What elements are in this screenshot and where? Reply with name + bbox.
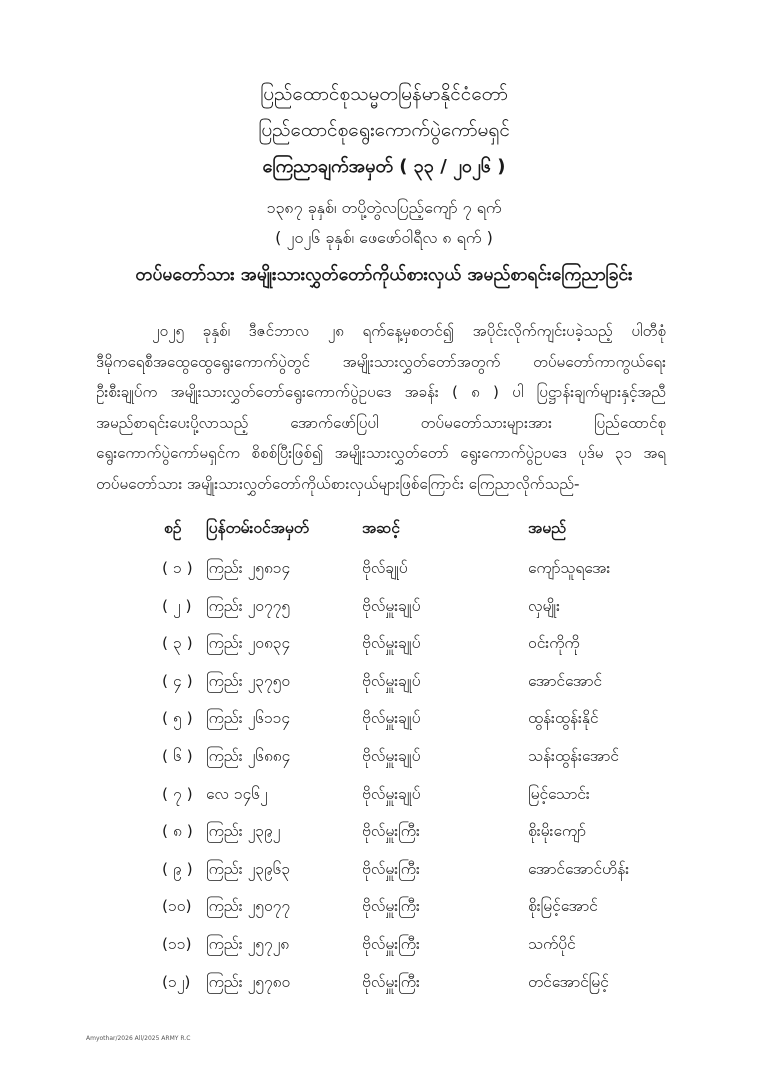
cell-no: ( ၇ ) bbox=[162, 784, 193, 803]
paragraph-line: ရွေးကောက်ပွဲကော်မရှင်က စိစစ်ပြီးဖြစ်၍ အမျိုးသားလွှတ်တော် ရွေးကောက်ပွဲဥပဒေ ပုဒ်မ ၃၁ အရ bbox=[96, 444, 666, 462]
cell-id: ကြည်း ၂၅၈၁၄ bbox=[206, 559, 291, 577]
cell-rank: ဗိုလ်မှူးချုပ် bbox=[362, 747, 421, 765]
commission-title: ပြည်ထောင်စုရွေးကောက်ပွဲကော်မရှင် bbox=[258, 119, 510, 141]
cell-no: (၁၀) bbox=[162, 897, 192, 916]
cell-no: ( ၄ ) bbox=[162, 671, 193, 690]
cell-name: အောင်အောင်ဟိန်း bbox=[528, 859, 630, 878]
cell-name: အောင်အောင် bbox=[528, 671, 603, 690]
cell-rank: ဗိုလ်မှူးချုပ် bbox=[362, 634, 421, 653]
paragraph-line: ဦးစီးချုပ်က အမျိုးသားလွှတ်တော်ရွေးကောက်ပွဲဥပဒေ အခန်း ( ၈ ) ပါ ပြဋ္ဌာန်းချက်များနှင့်အညီ bbox=[96, 383, 666, 401]
cell-rank: ဗိုလ်မှူးချုပ် bbox=[362, 784, 421, 803]
country-title: ပြည်ထောင်စုသမ္မတမြန်မာနိုင်ငံတော် bbox=[260, 83, 508, 105]
table-row bbox=[0, 558, 768, 594]
cell-no: ( ၈ ) bbox=[162, 822, 193, 841]
table-row bbox=[0, 746, 768, 782]
table-header-row bbox=[0, 518, 768, 554]
table-row bbox=[0, 896, 768, 932]
cell-id: လေ ၁၄၆၂ bbox=[206, 784, 268, 803]
paragraph-line: အမည်စာရင်းပေးပို့လာသည့် အောက်ဖော်ပြပါ တပ်မတော်သားများအား ပြည်ထောင်စု bbox=[96, 413, 666, 432]
table-row bbox=[0, 934, 768, 970]
myanmar-date: ၁၃၈၇ ခုနှစ်၊ တပို့တွဲလပြည့်ကျော် ၇ ရက် bbox=[266, 198, 502, 217]
cell-id: ကြည်း ၂၃၉၆၃ bbox=[206, 859, 291, 878]
cell-name: တင်အောင်မြင့် bbox=[528, 972, 609, 991]
announcement-number: ကြေညာချက်အမှတ် ( ၃၃ / ၂၀၂၆ ) bbox=[262, 156, 506, 177]
cell-name: စိုးမြင့်အောင် bbox=[528, 897, 598, 916]
footnote: Amyothar/2026 All/2025 ARMY R.C bbox=[86, 1035, 191, 1042]
table-row bbox=[0, 708, 768, 744]
cell-rank: ဗိုလ်ချုပ် bbox=[362, 559, 408, 577]
cell-rank: ဗိုလ်မှူးကြီး bbox=[362, 935, 420, 953]
cell-no: ( ၉ ) bbox=[162, 859, 193, 878]
header-id: ပြန်တမ်းဝင်အမှတ် bbox=[206, 519, 309, 537]
cell-no: ( ၂ ) bbox=[162, 596, 192, 615]
cell-rank: ဗိုလ်မှူးကြီး bbox=[362, 897, 420, 916]
cell-name: ထွန်းထွန်းနိုင် bbox=[528, 709, 599, 728]
cell-name: ဝင်းကိုကို bbox=[528, 634, 580, 653]
cell-no: ( ၆ ) bbox=[162, 747, 193, 765]
cell-id: ကြည်း ၂၅၇၂၈ bbox=[206, 935, 290, 953]
cell-rank: ဗိုလ်မှူးကြီး bbox=[362, 972, 420, 991]
header-rank: အဆင့် bbox=[362, 519, 400, 537]
paragraph-line: ဒီမိုကရေစီအထွေထွေရွေးကောက်ပွဲတွင် အမျိုးသားလွှတ်တော်အတွက် တပ်မတော်ကာကွယ်ရေး bbox=[96, 352, 666, 371]
cell-id: ကြည်း ၂၀၇၇၅ bbox=[206, 596, 291, 615]
subject-heading: တပ်မတော်သား အမျိုးသားလွှတ်တော်ကိုယ်စားလှယ် အမည်စာရင်းကြေညာခြင်း bbox=[135, 265, 633, 285]
cell-id: ကြည်း ၂၅၇၈၀ bbox=[206, 972, 291, 991]
cell-rank: ဗိုလ်မှူးချုပ် bbox=[362, 596, 421, 615]
table-row bbox=[0, 821, 768, 857]
cell-id: ကြည်း ၂၆၈၈၄ bbox=[206, 747, 291, 765]
cell-name: သန်းထွန်းအောင် bbox=[528, 747, 619, 765]
table-row bbox=[0, 859, 768, 895]
cell-name: ကျော်သူရအေး bbox=[528, 559, 611, 577]
cell-name: မြင့်သောင်း bbox=[528, 784, 590, 803]
table-row bbox=[0, 972, 768, 1008]
body-paragraph bbox=[96, 316, 666, 499]
cell-name: လှမျိုး bbox=[528, 596, 560, 615]
table-row bbox=[0, 633, 768, 669]
table-row bbox=[0, 596, 768, 632]
paragraph-line: တပ်မတော်သား အမျိုးသားလွှတ်တော်ကိုယ်စားလှယ်များဖြစ်ကြောင်း ကြေညာလိုက်သည်- bbox=[96, 474, 580, 493]
header-no: စဉ် bbox=[164, 519, 182, 537]
cell-id: ကြည်း ၂၃၇၅၀ bbox=[206, 671, 291, 690]
gregorian-date: ( ၂၀၂၆ ခုနှစ်၊ ဖေဖော်ဝါရီလ ၈ ရက် ) bbox=[275, 228, 493, 247]
cell-no: ( ၃ ) bbox=[162, 634, 193, 653]
header-name: အမည် bbox=[528, 519, 567, 537]
cell-id: ကြည်း ၂၅၀၇၇ bbox=[206, 897, 291, 916]
cell-rank: ဗိုလ်မှူးချုပ် bbox=[362, 671, 421, 690]
cell-no: ( ၅ ) bbox=[162, 709, 193, 728]
cell-rank: ဗိုလ်မှူးချုပ် bbox=[362, 709, 421, 728]
cell-rank: ဗိုလ်မှူးကြီး bbox=[362, 859, 420, 878]
cell-id: ကြည်း ၂၆၁၁၄ bbox=[206, 709, 291, 728]
paragraph-line: ၂၀၂၅ ခုနှစ်၊ ဒီဇင်ဘာလ ၂၈ ရက်နေ့မှစတင်၍ အပိုင်းလိုက်ကျင်းပခဲ့သည့် ပါတီစုံ bbox=[152, 322, 666, 340]
cell-id: ကြည်း ၂၀၈၃၄ bbox=[206, 634, 291, 653]
cell-name: သက်ပိုင် bbox=[528, 935, 576, 953]
cell-no: ( ၁ ) bbox=[162, 559, 193, 577]
table-row bbox=[0, 671, 768, 707]
table-row bbox=[0, 784, 768, 820]
cell-rank: ဗိုလ်မှူးကြီး bbox=[362, 822, 420, 841]
cell-no: (၁၂) bbox=[162, 972, 191, 991]
cell-no: (၁၁) bbox=[162, 935, 192, 953]
cell-name: စိုးမိုးကျော် bbox=[528, 822, 586, 841]
cell-id: ကြည်း ၂၃၉၂ bbox=[206, 822, 281, 841]
